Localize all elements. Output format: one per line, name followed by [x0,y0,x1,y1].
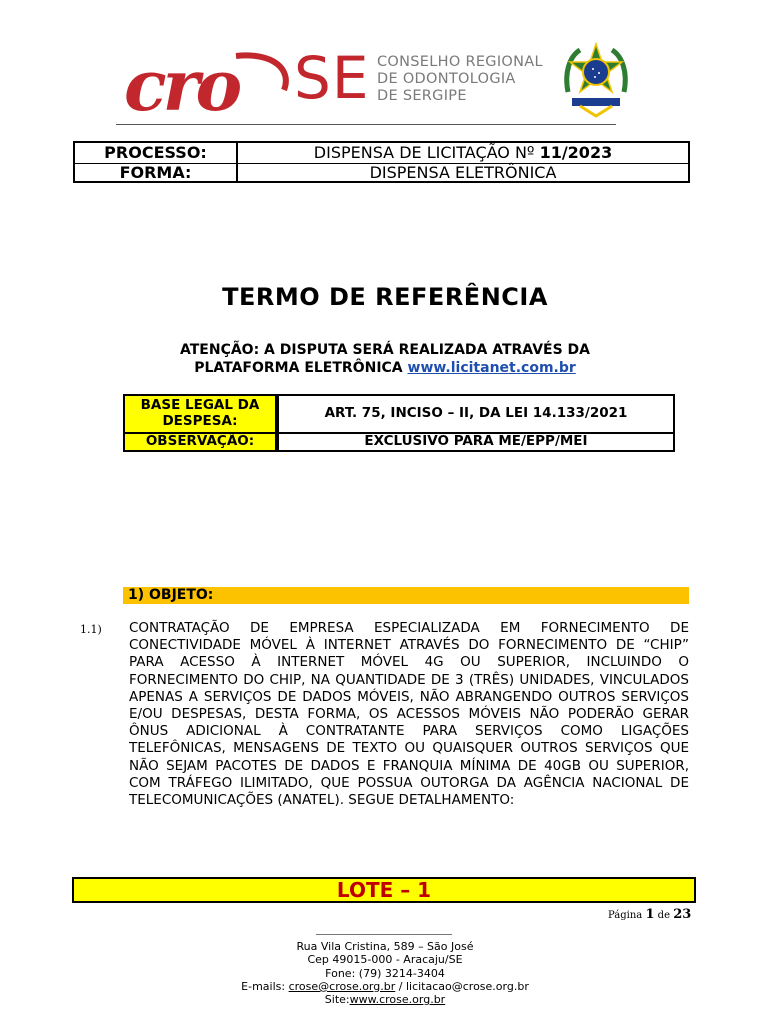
processo-label: PROCESSO: [104,143,207,162]
logo-se: SE [294,44,370,112]
page-indicator: Página 1 de 23 [608,907,692,922]
cro-logo [124,50,294,122]
footer [0,940,770,1006]
footer-cep: Cep 49015-000 - Aracaju/SE [307,953,463,967]
observacao-label: OBSERVAÇÃO: [145,433,255,449]
forma-value: DISPENSA ELETRÔNICA [369,163,557,182]
council-name-line-3: DE SERGIPE [377,88,467,104]
forma-label: FORMA: [119,163,192,182]
council-name-line-2: DE ODONTOLOGIA [377,71,516,87]
footer-emails: E-mails: crose@crose.org.br / licitacao@crose.org.br [241,979,529,993]
process-table [73,141,690,183]
footer-address: Rua Vila Cristina, 589 – São José [296,940,474,953]
dispute-notice [0,341,770,377]
item-number: 1.1) [80,623,102,636]
base-legal-label: BASE LEGAL DA DESPESA: [140,397,260,429]
council-name [377,54,543,105]
legal-basis-table [123,394,675,452]
cro-logo-text: cro [124,50,239,122]
footer-site: Site:www.crose.org.br [324,993,446,1007]
processo-number: 11/2023 [539,143,613,162]
footer-phone: Fone: (79) 3214-3404 [325,966,445,980]
email-licitacao[interactable]: licitacao@crose.org.br [405,979,529,993]
notice-line-2: PLATAFORMA ELETRÔNICA www.licitanet.com.br [194,360,576,376]
licitanet-link[interactable]: www.licitanet.com.br [407,360,576,376]
council-name-line-1: CONSELHO REGIONAL [377,54,543,70]
item-text: CONTRATAÇÃO DE EMPRESA ESPECIALIZADA EM FORNECIMENTO DE CONECTIVIDADE MÓVEL À INTERNET ATRAVÉS DO FORNECIMENTO DE “CHIP” PARA ACESSO À INTERNET MÓVEL 4G OU SUPERIOR, INCLUINDO O FORNECIMENTO DO CHIP, NA QUANTIDADE DE 3 (TRÊS) UNIDADES, VINCULADOS APENAS A SERVIÇOS DE DADOS MÓVEIS, NÃO ABRANGENDO OUTROS SERVIÇOS E/OU DESPESAS, DESTA FORMA, OS ACESSOS MÓVEIS NÃO PODERÃO GERAR ÔNUS ADICIONAL À CONTRATANTE PARA SERVIÇOS COMO LIGAÇÕES TELEFÔNICAS, MENSAGENS DE TEXTO OU QUAISQUER OUTROS SERVIÇOS QUE NÃO SEJAM PACOTES DE DADOS E FRANQUIA MÍNIMA DE 40GB OU SUPERIOR, COM TRÁFEGO ILIMITADO, QUE POSSUA OUTORGA DA AGÊNCIA NACIONAL DE TELECOMUNICAÇÕES (ANATEL). SEGUE DETALHAMENTO: [129,620,689,809]
site-link[interactable]: www.crose.org.br [349,993,446,1007]
processo-value: DISPENSA DE LICITAÇÃO Nº 11/2023 [313,143,613,162]
email-link-crose[interactable]: crose@crose.org.br [288,979,396,993]
observacao-value: EXCLUSIVO PARA ME/EPP/MEI [364,433,588,449]
footer-rule [316,934,452,935]
document-title: TERMO DE REFERÊNCIA [222,283,548,311]
brazil-coat-of-arms-icon [560,42,632,118]
section-heading: 1) OBJETO: [128,587,214,603]
lote-label: LOTE – 1 [336,878,432,902]
base-legal-value: ART. 75, INCISO – II, DA LEI 14.133/2021 [324,405,628,421]
header-rule [116,124,616,125]
notice-line-1: ATENÇÃO: A DISPUTA SERÁ REALIZADA ATRAVÉS DA [179,342,591,358]
